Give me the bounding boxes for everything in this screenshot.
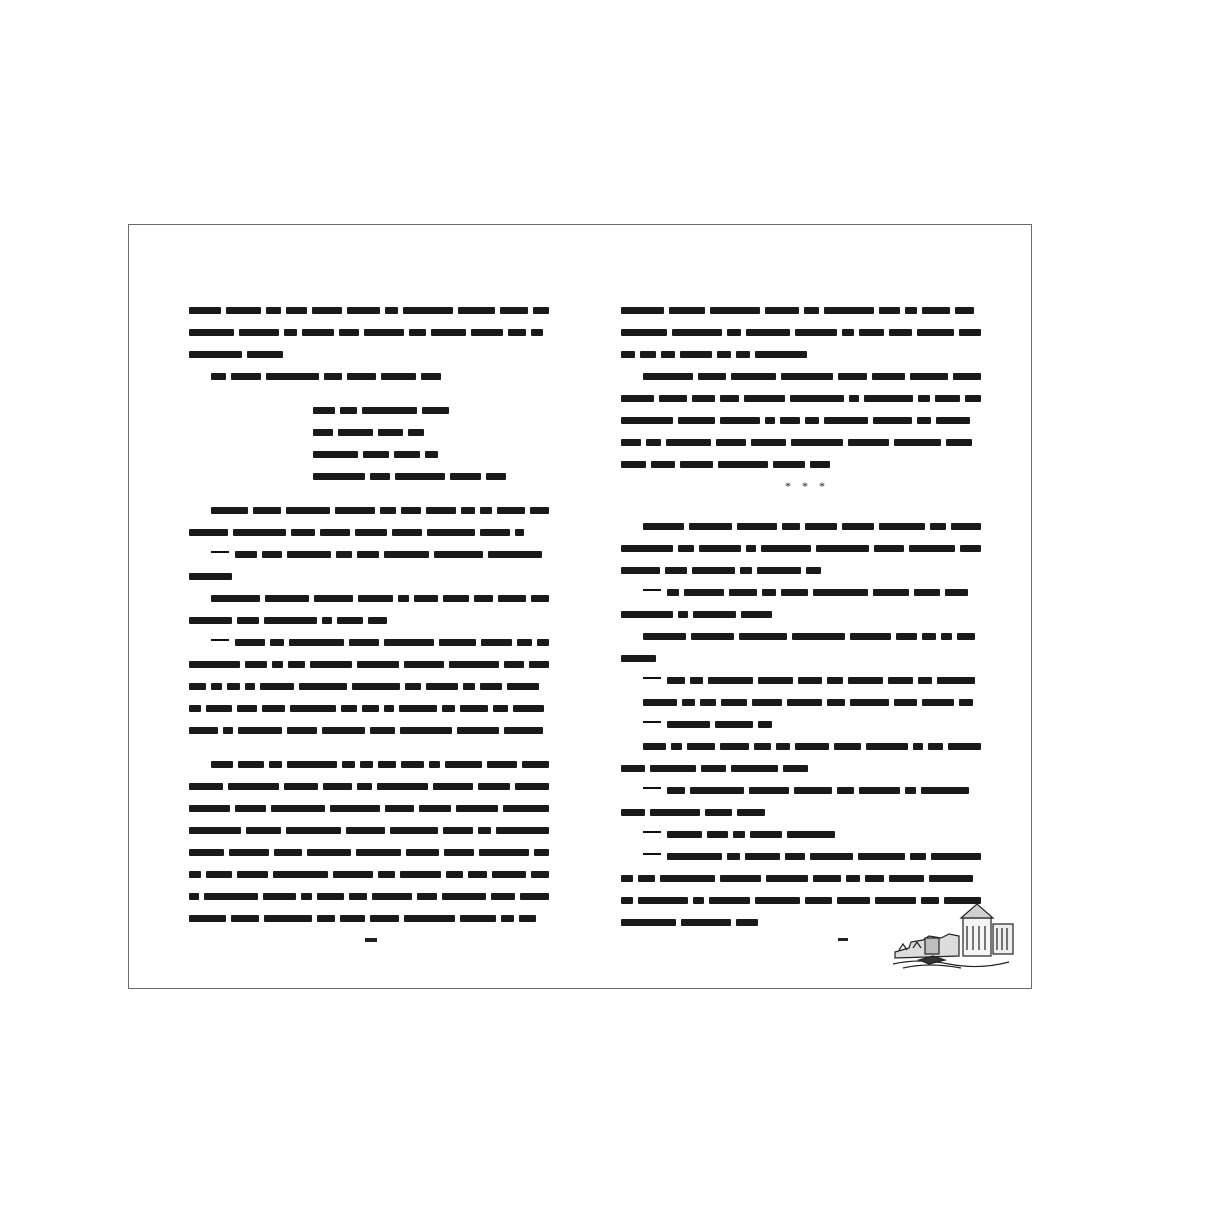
verse-line — [189, 399, 549, 421]
text-line — [621, 647, 981, 669]
text-line — [189, 365, 549, 387]
text-line — [189, 631, 549, 653]
text-line — [621, 365, 981, 387]
book-spread — [128, 224, 1032, 989]
verse-text — [189, 399, 549, 421]
text-line — [189, 321, 549, 343]
left-page-folio — [361, 938, 381, 942]
right-page-text — [621, 299, 981, 933]
text-line — [621, 823, 981, 845]
text-line — [621, 603, 981, 625]
text-line — [621, 713, 981, 735]
text-line — [189, 299, 549, 321]
left-page — [129, 225, 581, 988]
text-line — [621, 845, 981, 867]
text-line — [621, 537, 981, 559]
text-line — [189, 753, 549, 775]
text-line — [621, 409, 981, 431]
text-line — [189, 797, 549, 819]
verse-text — [189, 421, 549, 443]
right-page — [581, 225, 1033, 988]
text-line — [189, 697, 549, 719]
text-line — [189, 907, 549, 929]
text-line — [189, 499, 549, 521]
text-line — [189, 841, 549, 863]
text-line — [621, 735, 981, 757]
text-line — [189, 543, 549, 565]
text-line — [621, 779, 981, 801]
text-line — [621, 515, 981, 537]
verse-text — [189, 443, 549, 465]
text-line — [189, 587, 549, 609]
text-line — [621, 321, 981, 343]
text-line — [621, 867, 981, 889]
right-page-folio — [833, 938, 853, 941]
text-line — [189, 565, 549, 587]
verse-line — [189, 443, 549, 465]
text-line — [189, 653, 549, 675]
text-line — [621, 299, 981, 321]
text-line — [621, 559, 981, 581]
verse-text — [189, 465, 549, 487]
verse-line — [189, 465, 549, 487]
text-line — [189, 775, 549, 797]
text-line — [189, 675, 549, 697]
harbor-town-vignette — [889, 892, 1021, 976]
text-line — [189, 719, 549, 741]
text-line — [621, 581, 981, 603]
text-line — [621, 669, 981, 691]
text-line — [189, 863, 549, 885]
verse-line — [189, 421, 549, 443]
text-line — [621, 387, 981, 409]
section-break: * * * — [785, 479, 829, 493]
text-line — [189, 819, 549, 841]
text-line — [621, 757, 981, 779]
text-line — [621, 343, 981, 365]
text-line — [621, 453, 981, 475]
text-line — [621, 691, 981, 713]
text-line — [189, 521, 549, 543]
text-line — [189, 343, 549, 365]
text-line — [621, 625, 981, 647]
text-line — [189, 609, 549, 631]
text-line — [621, 801, 981, 823]
left-page-text — [189, 299, 549, 929]
text-line — [621, 431, 981, 453]
text-line — [189, 885, 549, 907]
